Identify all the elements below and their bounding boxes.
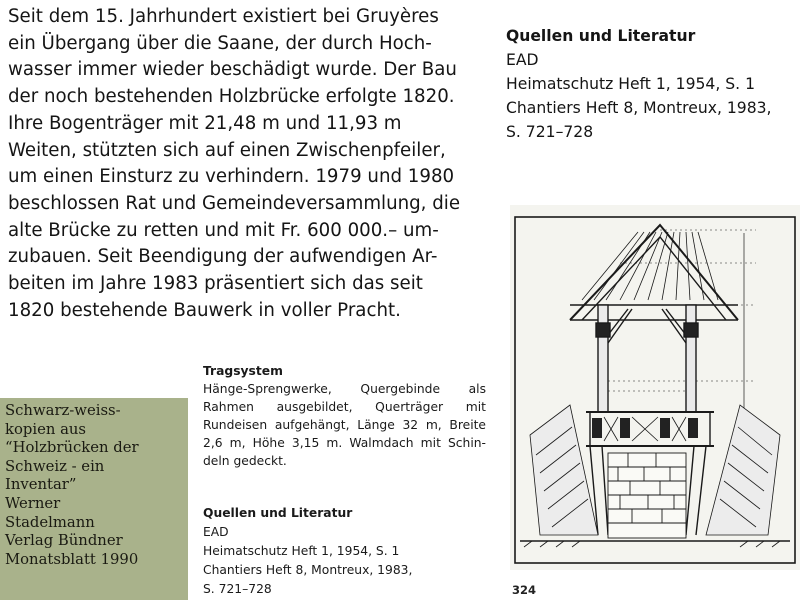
sources-top-heading: Quellen und Literatur [506,27,696,45]
sources-bottom [203,504,486,599]
caption-line: Werner [5,494,61,512]
caption-line: Schweiz - ein [5,457,105,475]
caption-line: Verlag Bündner [5,532,123,550]
caption-line: “Holzbrücken der [5,439,139,457]
sources-bottom-line: Chantiers Heft 8, Montreux, 1983, [203,563,413,577]
main-text-line: zubauen. Seit Beendigung der aufwendigen Ar- [8,246,438,268]
tragsystem-line: Rundeisen aufgehängt, Länge 32 m, Breite [203,418,486,432]
page-number: 324 [512,583,537,597]
sources-top [506,24,796,144]
main-text-line: um einen Einsturz zu verhindern. 1979 und 1980 [8,166,455,188]
sources-top-line: S. 721–728 [506,123,594,141]
main-text-line: Weiten, stützten sich auf einen Zwischenpfeiler, [8,139,446,161]
tragsystem-line: deln gedeckt. [203,454,287,468]
caption-line: Monatsblatt 1990 [5,550,139,568]
tragsystem-heading: Tragsystem [203,364,283,378]
caption-line: Schwarz-weiss- [5,402,121,419]
main-text-line: wasser immer wieder beschädigt wurde. Der Bau [8,59,457,81]
main-text-line: der noch bestehenden Holzbrücke erfolgte 1820. [8,86,455,108]
sources-bottom-line: Heimatschutz Heft 1, 1954, S. 1 [203,544,400,558]
sources-bottom-heading: Quellen und Literatur [203,506,353,520]
tragsystem-section [203,362,486,470]
bridge-cross-section-drawing [510,205,800,570]
caption-line: Inventar” [5,476,77,494]
tragsystem-line: Rahmen ausgebildet, Querträger mit [203,400,486,414]
sources-top-line: EAD [506,51,539,69]
sources-top-line: Chantiers Heft 8, Montreux, 1983, [506,99,772,117]
caption-line: Stadelmann [5,513,95,531]
tragsystem-line: Hänge-Sprengwerke, Quergebinde als [203,382,486,396]
main-text-line: 1820 bestehende Bauwerk in voller Pracht. [8,299,401,321]
main-text-line: Seit dem 15. Jahrhundert existiert bei Gruyères [8,6,439,27]
main-text-line: beiten im Jahre 1983 präsentiert sich das seit [8,273,423,295]
main-text-line: alte Brücke zu retten und mit Fr. 600 000.– um- [8,219,439,241]
sources-bottom-line: EAD [203,525,229,539]
photo-caption-box [0,398,188,600]
bridge-cross-section-icon [510,205,800,570]
main-text-line: ein Übergang über die Saane, der durch Hoch- [8,32,432,54]
main-text-line: Ihre Bogenträger mit 21,48 m und 11,93 m [8,112,402,134]
sources-bottom-line: S. 721–728 [203,582,272,596]
tragsystem-line: 2,6 m, Höhe 3,15 m. Walmdach mit Schin- [203,436,486,450]
main-text-line: beschlossen Rat und Gemeindeversammlung, die [8,192,461,214]
caption-line: kopien aus [5,420,87,438]
main-paragraph [8,4,498,324]
sources-top-line: Heimatschutz Heft 1, 1954, S. 1 [506,75,756,93]
